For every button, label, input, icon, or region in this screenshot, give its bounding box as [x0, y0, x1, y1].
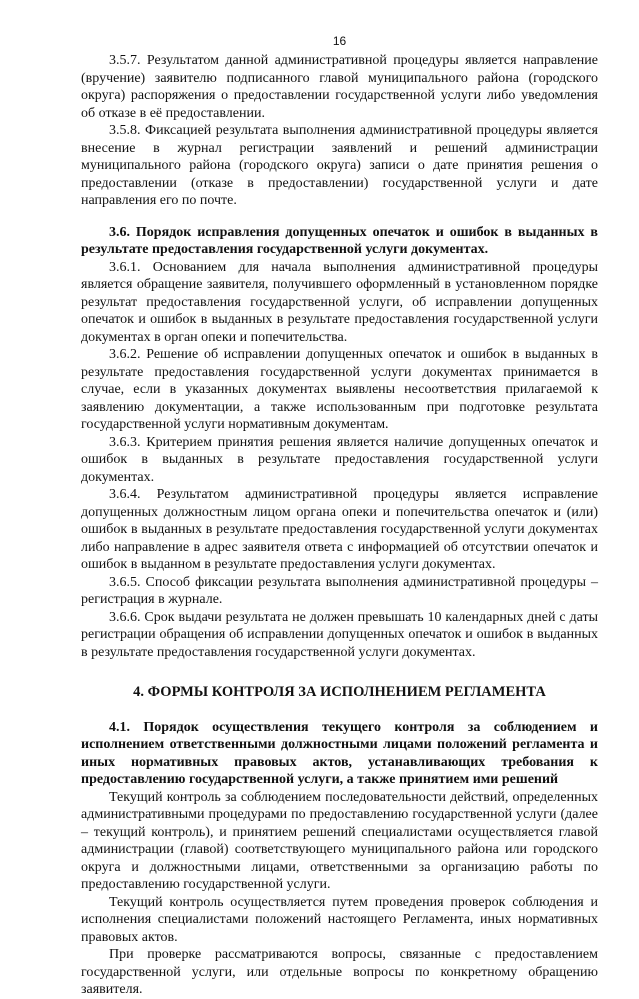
paragraph-3-6-4: 3.6.4. Результатом административной процедуры является исправление допущенных должностным лицом органа опеки и попечительства опечаток и (или) ошибок в выданных в результате предоставления государственной услуги документах либо направление в адрес заявителя ответа с информацией об отсутствии опечаток и ошибок в выданном в результате предоставления услуги документах.: [81, 487, 598, 572]
paragraph-3-6-6: 3.6.6. Срок выдачи результата не должен превышать 10 календарных дней с даты регистрации обращения об исправлении допущенных опечаток и ошибок в выданных в результате предоставления государственной услуги документах.: [81, 609, 598, 660]
paragraph-3-5-7: 3.5.7. Результатом данной административной процедуры является направление (вручение) заявителю подписанного главой муниципального района (городского округа) распоряжения о предоставлении государственной услуги либо уведомления об отказе в её предоставлении.: [81, 53, 598, 121]
paragraph-3-6-3: 3.6.3. Критерием принятия решения является наличие допущенных опечаток и ошибок в выданных в результате предоставления государственной услуги документах.: [81, 434, 598, 485]
paragraph-3-6-2: 3.6.2. Решение об исправлении допущенных опечаток и ошибок в выданных в результате предоставления государственной услуги документах принимается в случае, если в указанных документах выявлены несоответствия прилагаемой к заявлению документации, а также использованным при подготовке результата государственной услуги нормативным документам.: [81, 347, 598, 432]
paragraph-4-1-a: Текущий контроль за соблюдением последовательности действий, определенных административными процедурами по предоставлению государственной услуги (далее – текущий контроль), и принятием решений специалистами осуществляется главой администрации (главой) соответствующего муниципального района или городского округа и должностными лицами, ответственными за организацию работы по предоставлению государственной услуги.: [81, 789, 598, 892]
paragraph-4-1-b: Текущий контроль осуществляется путем проведения проверок соблюдения и исполнения специалистами положений настоящего Регламента, иных нормативных правовых актов.: [81, 894, 598, 945]
paragraph-3-6-5: 3.6.5. Способ фиксации результата выполнения административной процедуры – регистрация в журнале.: [81, 574, 598, 607]
subsection-heading-4-1: 4.1. Порядок осуществления текущего контроля за соблюдением и исполнением ответственными должностными лицами положений регламента и иных нормативных правовых актов, устанавливающих требования к предоставлению государственной услуги, а также принятием ими решений: [81, 719, 598, 787]
page-number: 16: [332, 34, 347, 48]
paragraph-4-1-c: При проверке рассматриваются вопросы, связанные с предоставлением государственной услуги, или отдельные вопросы по конкретному обращению заявителя.: [81, 947, 598, 997]
chapter-heading-4: 4. ФОРМЫ КОНТРОЛЯ ЗА ИСПОЛНЕНИЕМ РЕГЛАМЕНТА: [133, 684, 546, 700]
section-heading-3-6: 3.6. Порядок исправления допущенных опечаток и ошибок в выданных в результате предоставления государственной услуги документах.: [81, 224, 598, 257]
paragraph-3-6-1: 3.6.1. Основанием для начала выполнения административной процедуры является обращение заявителя, получившего оформленный в установленном порядке результат предоставления государственной услуги, об исправлении допущенных опечаток и ошибок в выданных в результате предоставления государственной услуги документах в орган опеки и попечительства.: [81, 259, 598, 345]
paragraph-3-5-8: 3.5.8. Фиксацией результата выполнения административной процедуры является внесение в журнал регистрации заявлений и решений администрации муниципального района (городского округа) записи о дате принятия решения о предоставлении (отказе в предоставлении) государственной услуги и дате направления его по почте.: [81, 123, 598, 208]
